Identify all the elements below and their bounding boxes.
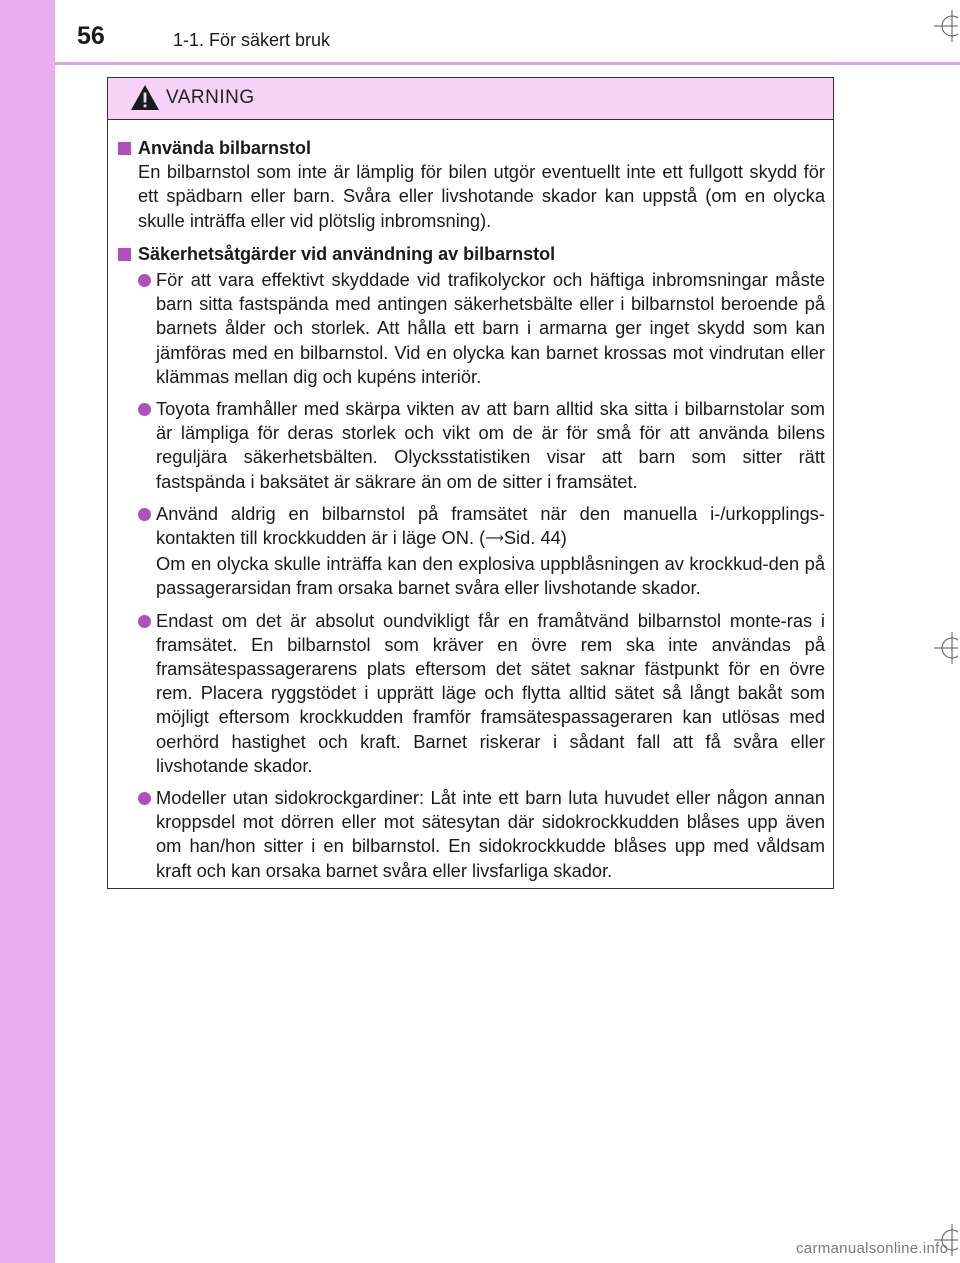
list-item — [116, 786, 825, 883]
square-bullet-icon — [118, 248, 131, 261]
header-rule — [55, 62, 960, 65]
page-reference-link[interactable]: Sid. 44) — [503, 527, 567, 549]
list-item — [116, 268, 825, 389]
page-header — [55, 0, 960, 62]
list-item — [116, 502, 825, 601]
section-paragraph: En bilbarnstol som inte är lämplig för bilen utgör eventuellt inte ett fullgott skydd för ett spädbarn eller barn. Svåra eller livshotande skador kan uppstå (om en olycka skulle inträffa eller vid plötslig inbromsning). — [138, 161, 825, 231]
section-title: 1-1. För säkert bruk — [173, 30, 331, 50]
list-item-text-continued: Om en olycka skulle inträffa kan den explosiva uppblåsningen av krockkud-den på passagerarsidan fram orsaka barnet svåra eller livshotande skador. — [156, 553, 825, 599]
round-bullet-icon — [138, 615, 151, 628]
list-item-text — [156, 502, 825, 552]
round-bullet-icon — [138, 508, 151, 521]
list-item — [116, 397, 825, 494]
warning-header — [108, 78, 833, 120]
watermark-text: carmanualsonline.info — [796, 1240, 949, 1257]
list-item — [116, 609, 825, 778]
list-item-text: Toyota framhåller med skärpa vikten av att barn alltid ska sitta i bilbarnstolar som är lämpliga för deras storlek och vikt om de är för små för att använda bilens reguljära säkerhetsbälten. Olycksstatistiken visar att barn som sitter rätt fastspända i baksätet är säkrare än om de sitter i framsätet. — [156, 398, 825, 492]
section-heading-text: Använda bilbarnstol — [138, 138, 312, 158]
warning-box — [107, 77, 834, 889]
arrow-right-icon: ⟶ — [485, 530, 504, 546]
section-child-seat-precautions — [116, 242, 825, 883]
section-child-seat-use — [116, 136, 825, 233]
registration-mark-icon — [932, 630, 958, 666]
section-heading — [116, 242, 825, 266]
round-bullet-icon — [138, 274, 151, 287]
list-item-text: För att vara effektivt skyddade vid trafikolyckor och häftiga inbromsningar måste barn sitta fastspända med antingen säkerhetsbälte eller i bilbarnstol beroende på barnets ålder och storlek. Att hålla ett barn i armarna ger inget skydd som kan jämföras med en bilbarnstol. Vid en olycka kan barnet krossas mot vindrutan eller klämmas mellan dig och kupéns interiör. — [156, 269, 825, 387]
square-bullet-icon — [118, 142, 131, 155]
list-item-text-before-ref: Använd aldrig en bilbarnstol på framsätet när den manuella i-/urkopplings-kontakten till krockkudden är i läge ON. ( — [156, 502, 825, 549]
section-heading — [116, 136, 825, 160]
warning-triangle-icon — [130, 84, 160, 111]
registration-mark-icon — [932, 8, 958, 44]
list-item-text: Endast om det är absolut oundvikligt får en framåtvänd bilbarnstol monte-ras i framsätet. En bilbarnstol som kräver en övre rem ska inte användas på framsätespassagerarens plats eftersom det sätet saknar fästpunkt för en övre rem. Placera ryggstödet i upprätt läge och flytta alltid sätet så långt bakåt som möjligt eftersom krockkudden framför framsätespassageraren kan utlösas med oerhörd hastighet och kraft. Barnet riskerar i sådant fall att få svåra eller livshotande skador. — [156, 609, 825, 776]
footer-watermark — [796, 1236, 948, 1259]
list-item-text: Modeller utan sidokrockgardiner: Låt inte ett barn luta huvudet eller någon annan kroppsdel mot dörren eller mot sätesytan där sidokrockkudden blåses upp även om han/hon sitter i en bilbarnstol. En sidokrockkudde blåses upp med våldsam kraft och kan orsaka barnet svåra eller livsfarliga skador. — [156, 787, 825, 881]
warning-title: VARNING — [166, 87, 255, 108]
section-heading-text: Säkerhetsåtgärder vid användning av bilbarnstol — [138, 243, 556, 264]
round-bullet-icon — [138, 792, 151, 805]
page-number: 56 — [77, 22, 105, 50]
warning-body — [108, 120, 833, 883]
section-sidebar-tab — [0, 0, 55, 1263]
round-bullet-icon — [138, 403, 151, 416]
